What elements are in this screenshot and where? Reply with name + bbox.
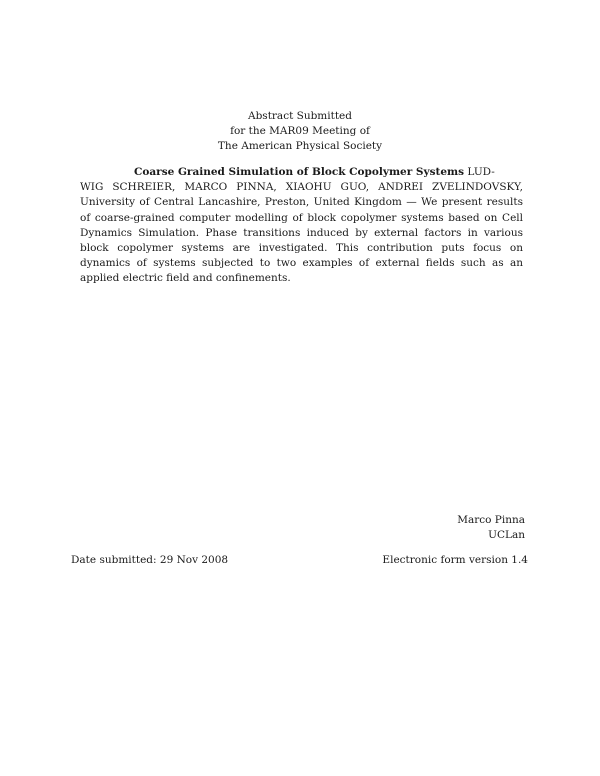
date-submitted: Date submitted: 29 Nov 2008 — [71, 554, 229, 566]
header-line-society: The American Physical Society — [217, 140, 383, 152]
signature — [457, 513, 525, 543]
form-version: Electronic form version 1.4 — [382, 554, 528, 566]
abstract-authors-part2: WIG SCHREIER, MARCO PINNA, XIAOHU GUO, ANDREI ZVELINDOVSKY, — [80, 181, 523, 194]
abstract-authors-part1: LUD- — [467, 166, 495, 178]
header-line-abstract-submitted: Abstract Submitted — [248, 110, 352, 122]
signature-institution: UCLan — [488, 529, 525, 541]
abstract-text: We present results of coarse-grained computer modelling of block copolymer systems based on Cell Dynamics Simulation. Phase transitions induced by external factors in various block copolymer systems are investigated. This contribution puts focus on dynamics of systems subjected to two examples of external fields such as an applied electric field and confinements. — [80, 196, 523, 285]
abstract-title: Coarse Grained Simulation of Block Copolymer Systems — [134, 166, 465, 178]
header-line-meeting: for the MAR09 Meeting of — [230, 125, 370, 137]
signature-name: Marco Pinna — [457, 514, 525, 526]
abstract-affiliation: University of Central Lancashire, Preston, United Kingdom — [80, 196, 402, 209]
abstract-header — [0, 109, 600, 154]
abstract-separator: — — [406, 196, 417, 209]
abstract-body — [80, 165, 523, 287]
